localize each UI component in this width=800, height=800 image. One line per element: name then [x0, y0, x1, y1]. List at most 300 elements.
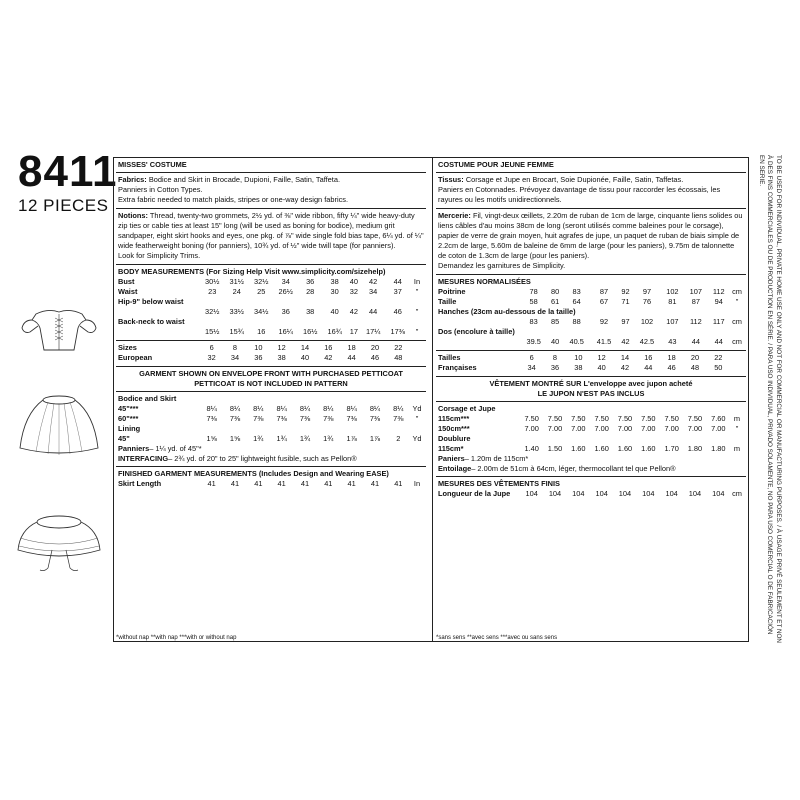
table-cell: 44 — [347, 353, 356, 362]
table-cell: 40 — [349, 277, 359, 286]
notions-block — [116, 208, 426, 264]
table-row — [118, 424, 424, 434]
table-cell: 42 — [324, 353, 333, 362]
table-cell: 7.50 — [617, 414, 633, 423]
table-cell: 1¾ — [276, 434, 287, 443]
table-row — [438, 297, 744, 307]
table-cell: 7.00 — [641, 424, 656, 433]
table-cell: 7⅜ — [346, 414, 357, 423]
table-row — [118, 414, 424, 424]
table-cell: 92 — [599, 317, 609, 326]
unit-cell: " — [735, 424, 739, 433]
table-cell: 16¾ — [327, 327, 342, 336]
table-cell: 24 — [232, 287, 241, 296]
table-cell: 26½ — [278, 287, 293, 296]
row-label: Tailles — [438, 353, 461, 362]
unit-cell: In — [413, 479, 421, 488]
table-cell: 8¼ — [229, 404, 241, 413]
table-cell: 10 — [254, 343, 263, 352]
table-cell: 7.50 — [664, 414, 679, 423]
table-cell: 28 — [306, 287, 315, 296]
vetement-title-line-1: VÊTEMENT MONTRÉ SUR L'enveloppe avec jupon acheté — [489, 379, 693, 388]
table-cell: 104 — [548, 489, 562, 498]
table-cell: 16¼ — [278, 327, 293, 336]
table-cell: 71 — [621, 297, 630, 306]
english-column — [116, 158, 426, 641]
tissus-block — [436, 172, 746, 208]
row-label: Bust — [118, 277, 135, 286]
table-cell: 44 — [369, 307, 378, 316]
table-cell: 81 — [668, 297, 677, 306]
row-label: Corsage et Jupe — [438, 404, 496, 413]
table-cell: 83 — [529, 317, 538, 326]
table-cell: 41 — [370, 479, 380, 488]
table-row — [438, 363, 744, 373]
finis-table — [438, 489, 744, 499]
table-cell: 2 — [396, 434, 401, 443]
table-cell: 7.50 — [687, 414, 703, 423]
finished-table — [118, 479, 424, 489]
row-label: 115cm* — [438, 444, 464, 453]
table-cell: 1.60 — [571, 444, 586, 453]
unit-cell: " — [415, 287, 419, 296]
table-cell: 16 — [257, 327, 266, 336]
row-label: Longueur de la Jupe — [438, 489, 511, 498]
table-cell: 42.5 — [639, 337, 655, 346]
bodice-illustration — [14, 306, 104, 356]
table-row — [118, 394, 424, 404]
table-cell: 42 — [369, 277, 378, 286]
vetement-title — [436, 376, 746, 402]
body-measurements-table — [118, 277, 424, 337]
table-cell: 104 — [642, 489, 655, 498]
table-row — [118, 327, 424, 337]
unit-cell: Yd — [412, 404, 422, 413]
table-cell: 104 — [688, 489, 702, 498]
table-row — [118, 287, 424, 297]
row-label: 45"*** — [118, 404, 139, 413]
table-cell: 34½ — [254, 307, 269, 316]
mesures-table — [438, 287, 744, 347]
table-cell: 7⅜ — [229, 414, 241, 423]
table-cell: 42 — [349, 307, 359, 316]
unit-cell: Yd — [412, 434, 422, 443]
table-cell: 1¾ — [299, 434, 311, 443]
table-cell: 34 — [527, 363, 536, 372]
tailles-table — [438, 353, 744, 373]
table-cell: 94 — [714, 297, 723, 306]
unit-cell: cm — [732, 317, 742, 326]
table-cell: 41 — [254, 479, 263, 488]
table-cell: 1¾ — [253, 434, 264, 443]
section-title: MISSES' COSTUME — [118, 160, 187, 169]
unit-cell — [730, 363, 744, 373]
unit-cell: cm — [732, 337, 742, 346]
table-cell: 7.50 — [547, 414, 563, 423]
table-cell: 107 — [689, 287, 702, 296]
table-cell: 102 — [640, 317, 654, 326]
unit-cell — [410, 343, 424, 353]
table-cell: 107 — [666, 317, 679, 326]
garment-title-line-2: PETTICOAT IS NOT INCLUDED IN PATTERN — [194, 379, 348, 388]
table-cell: 40 — [300, 353, 310, 362]
table-cell: 42 — [621, 337, 630, 346]
row-label: Bodice and Skirt — [118, 394, 177, 403]
unit-cell: m — [733, 444, 741, 453]
table-row — [118, 434, 424, 444]
unit-cell — [410, 353, 424, 363]
table-cell: 7⅜ — [253, 414, 264, 423]
table-cell: 38 — [330, 277, 339, 286]
panniers-text: – 1¼ yd. of 45"* — [149, 444, 202, 453]
table-cell: 87 — [691, 297, 700, 306]
table-cell: 112 — [689, 317, 702, 326]
row-label: Françaises — [438, 363, 477, 372]
table-cell: 37 — [393, 287, 402, 296]
unit-cell: cm — [732, 287, 742, 296]
table-cell: 7.50 — [571, 414, 586, 423]
table-cell: 61 — [551, 297, 560, 306]
row-label: Waist — [118, 287, 138, 296]
interfacing-text: – 2¾ yd. of 20" to 25" lightweight fusible, such as Pellon® — [168, 454, 357, 463]
paniers-text: – 1.20m de 115cm* — [464, 454, 529, 463]
table-cell: 97 — [621, 317, 630, 326]
table-cell: 7.50 — [594, 414, 609, 423]
row-label: Skirt Length — [118, 479, 162, 488]
table-row — [438, 444, 744, 454]
table-cell: 7.50 — [641, 414, 656, 423]
table-cell: 15½ — [205, 327, 220, 336]
table-cell: 8¼ — [346, 404, 357, 413]
table-cell: 85 — [551, 317, 560, 326]
table-cell: 32½ — [254, 277, 269, 286]
table-cell: 1.80 — [687, 444, 703, 453]
table-row — [438, 434, 744, 444]
table-cell: 78 — [529, 287, 538, 296]
table-cell: 92 — [621, 287, 630, 296]
mesures-title: MESURES NORMALISÉES — [438, 277, 531, 286]
tissus-text-2: Paniers en Cotonnades. Prévoyez davantage de tissu pour raccorder les écossais, les rayures ou les motifs unidirectionnels. — [438, 185, 721, 204]
row-label: Back-neck to waist — [118, 317, 185, 326]
notions-text-2: Look for Simplicity Trims. — [118, 251, 201, 260]
table-cell: 1.60 — [617, 444, 633, 453]
table-cell: 16 — [644, 353, 653, 362]
table-cell: 46 — [667, 363, 676, 372]
table-cell: 1¾ — [323, 434, 334, 443]
mercerie-label: Mercerie: — [438, 211, 471, 220]
table-row — [438, 489, 744, 499]
row-label — [118, 307, 200, 317]
table-cell: 1⅝ — [206, 434, 217, 443]
table-cell: 104 — [572, 489, 585, 498]
row-label: Taille — [438, 297, 457, 306]
table-cell: 41 — [207, 479, 216, 488]
table-cell: 43 — [668, 337, 677, 346]
table-cell: 38 — [277, 353, 286, 362]
row-label: 45" — [118, 434, 130, 443]
table-cell: 117 — [712, 317, 725, 326]
row-label: Poitrine — [438, 287, 466, 296]
table-cell: 7⅜ — [299, 414, 311, 423]
table-cell: 22 — [714, 353, 723, 362]
section-title: COSTUME POUR JEUNE FEMME — [438, 160, 554, 169]
finished-block — [116, 466, 426, 492]
table-row — [118, 353, 424, 363]
table-cell: 36 — [550, 363, 560, 372]
fabrics-text: Bodice and Skirt in Brocade, Dupioni, Faille, Satin, Taffeta. — [148, 175, 340, 184]
unit-cell: In — [413, 277, 421, 286]
table-cell: 46 — [370, 353, 380, 362]
table-cell: 7.60 — [711, 414, 726, 423]
table-row — [438, 337, 744, 347]
tissus-text: Corsage et Jupe en Brocart, Soie Dupionée, Faille, Satin, Taffetas. — [465, 175, 684, 184]
table-cell: 16 — [324, 343, 333, 352]
table-cell: 102 — [666, 287, 679, 296]
fabrics-label: Fabrics: — [118, 175, 147, 184]
table-cell: 41 — [230, 479, 240, 488]
table-cell: 7.00 — [664, 424, 679, 433]
table-cell: 44 — [393, 277, 402, 286]
fabrics-text-3: Extra fabric needed to match plaids, stripes or one-way design fabrics. — [118, 195, 349, 204]
table-cell: 38 — [306, 307, 315, 316]
panniers-label: Panniers — [118, 444, 150, 453]
table-cell: 7.00 — [524, 424, 539, 433]
table-cell: 7⅜ — [369, 414, 381, 423]
finished-title: FINISHED GARMENT MEASUREMENTS (Includes Design and Wearing EASE) — [118, 469, 389, 478]
table-cell: 33½ — [229, 307, 244, 316]
table-cell: 1.50 — [547, 444, 563, 453]
table-cell: 40 — [597, 363, 606, 372]
unit-cell: cm — [732, 489, 742, 498]
mercerie-block — [436, 208, 746, 274]
table-cell: 67 — [599, 297, 609, 306]
table-cell: 8¼ — [369, 404, 381, 413]
table-cell: 34 — [230, 353, 240, 362]
table-cell: 15¾ — [229, 327, 244, 336]
table-cell: 40.5 — [569, 337, 584, 346]
table-cell: 16½ — [302, 327, 318, 336]
table-cell: 8 — [232, 343, 238, 352]
unit-cell: " — [415, 327, 419, 336]
table-cell: 6 — [209, 343, 214, 352]
column-divider — [432, 158, 433, 641]
unit-cell: m — [733, 414, 741, 423]
table-cell: 83 — [572, 287, 581, 296]
table-cell: 30 — [330, 287, 339, 296]
table-cell: 34 — [281, 277, 290, 286]
side-disclaimer-text: TO BE USED FOR INDIVIDUAL, PRIVATE HOME USE ONLY AND NOT FOR COMMERCIAL OR MANUFACTURING PURPOSES. / À USAGE PRIVÉ SEULEMENT ET NON À DES FINS COMMERCIALES OU DE PRODUCTION EN SÉRIE. / PARA USO INDIVIDUAL, PRIVADO SOLAMENTE, NO PARA USO COMERCIAL O DE FABRICACIÓN EN SERIE. — [758, 155, 782, 643]
table-cell: 7⅜ — [393, 414, 404, 423]
table-cell: 25 — [257, 287, 266, 296]
table-cell: 48 — [690, 363, 700, 372]
pattern-number: 8411 — [18, 147, 118, 196]
table-cell: 38 — [574, 363, 583, 372]
table-cell: 32½ — [205, 307, 220, 316]
vetement-title-line-2: LE JUPON N'EST PAS INCLUS — [537, 389, 645, 398]
row-label: 115cm*** — [438, 414, 470, 423]
row-label — [118, 327, 200, 337]
table-cell: 104 — [618, 489, 632, 498]
row-label: Doublure — [438, 434, 471, 443]
entoilage-text: – 2.00m de 51cm à 64cm, léger, thermocollant tel que Pellon® — [471, 464, 676, 473]
table-cell: 17⅜ — [390, 327, 405, 336]
table-cell: 7.00 — [571, 424, 586, 433]
table-cell: 32 — [349, 287, 359, 296]
table-cell: 44 — [691, 337, 700, 346]
table-row — [118, 317, 424, 327]
table-cell: 20 — [370, 343, 380, 352]
unit-cell: " — [415, 307, 419, 316]
table-cell: 39.5 — [526, 337, 541, 346]
skirt-illustration — [14, 390, 104, 460]
tailles-block — [436, 350, 746, 376]
notions-text: Thread, twenty-two grommets, 2½ yd. of ⅜" wide ribbon, fifty ¼" wide heavy-duty zip ties or cable ties at least 15" long (will be used as boning for bodice), medium grit sandpaper, eight skirt hooks and eyes, one pkg. of ⅞" wide single fold bias tape, 6¼ yd. of ¼" wide featherweight boning (for panniers), 10¾ yd. of ½" wide twill tape (for panniers). — [118, 211, 424, 250]
table-cell: 87 — [599, 287, 609, 296]
table-cell: 8¼ — [276, 404, 287, 413]
table-cell: 1⅞ — [346, 434, 357, 443]
notions-label: Notions: — [118, 211, 148, 220]
table-cell: 1.70 — [664, 444, 679, 453]
table-cell: 44 — [714, 337, 723, 346]
table-cell: 88 — [572, 317, 581, 326]
table-cell: 48 — [394, 353, 403, 362]
table-cell: 17¼ — [365, 327, 381, 336]
table-cell: 8 — [552, 353, 558, 362]
table-cell: 36 — [306, 277, 315, 286]
table-cell: 40 — [551, 337, 560, 346]
table-row — [438, 414, 744, 424]
metrage-block — [436, 402, 746, 476]
table-cell: 7.00 — [687, 424, 703, 433]
table-cell: 41 — [347, 479, 356, 488]
table-row — [438, 353, 744, 363]
yardage-table — [118, 394, 424, 444]
table-cell: 10 — [574, 353, 583, 362]
table-cell: 42 — [620, 363, 630, 372]
table-cell: 1.40 — [524, 444, 539, 453]
table-cell: 36 — [254, 353, 263, 362]
footnote: *without nap **with nap ***with or without nap — [116, 635, 237, 641]
table-row — [118, 404, 424, 414]
table-cell: 104 — [595, 489, 608, 498]
table-cell: 32 — [207, 353, 216, 362]
table-cell: 112 — [712, 287, 725, 296]
table-cell: 8¼ — [299, 404, 311, 413]
yardage-block — [116, 392, 426, 466]
table-cell: 80 — [551, 287, 560, 296]
row-label: Hanches (23cm au-dessous de la taille) — [438, 307, 576, 316]
row-label: Dos (encolure à taille) — [438, 327, 515, 336]
table-cell: 31½ — [229, 277, 244, 286]
table-cell: 7.00 — [594, 424, 609, 433]
table-cell: 41 — [394, 479, 403, 488]
table-cell: 1⅞ — [369, 434, 381, 443]
finis-block — [436, 476, 746, 502]
table-row — [118, 479, 424, 489]
table-cell: 18 — [667, 353, 676, 362]
table-cell: 58 — [529, 297, 538, 306]
pattern-info-sheet — [113, 157, 749, 642]
table-cell: 1.80 — [711, 444, 726, 453]
table-cell: 1.60 — [594, 444, 609, 453]
table-cell: 30½ — [205, 277, 220, 286]
paniers-label: Paniers — [438, 454, 465, 463]
table-row — [438, 327, 744, 337]
row-label — [438, 317, 520, 327]
table-cell: 20 — [690, 353, 700, 362]
table-cell: 14 — [300, 343, 310, 352]
table-cell: 104 — [665, 489, 678, 498]
mesures-block — [436, 274, 746, 350]
table-cell: 8¼ — [206, 404, 217, 413]
table-cell: 40 — [330, 307, 339, 316]
table-row — [438, 404, 744, 414]
metrage-table — [438, 404, 744, 454]
side-disclaimer — [756, 155, 782, 643]
table-cell: 17 — [349, 327, 359, 336]
table-cell: 7⅜ — [276, 414, 287, 423]
table-cell: 6 — [529, 353, 534, 362]
table-row — [438, 307, 744, 317]
table-row — [438, 317, 744, 327]
table-cell: 36 — [281, 307, 290, 316]
table-cell: 7⅜ — [206, 414, 217, 423]
panniers-illustration — [14, 510, 104, 580]
row-label: Sizes — [118, 343, 137, 352]
table-cell: 7⅜ — [323, 414, 334, 423]
table-row — [118, 343, 424, 353]
table-row — [438, 424, 744, 434]
row-label: European — [118, 353, 153, 362]
garment-title — [116, 366, 426, 392]
table-cell: 14 — [620, 353, 630, 362]
unit-cell: " — [735, 297, 739, 306]
table-cell: 34 — [369, 287, 378, 296]
table-cell: 12 — [277, 343, 286, 352]
body-measurements-title: BODY MEASUREMENTS (For Sizing Help Visit www.simplicity.com/sizehelp) — [118, 267, 386, 276]
sizes-block — [116, 340, 426, 366]
table-cell: 7.50 — [524, 414, 539, 423]
finis-title: MESURES DES VÊTEMENTS FINIS — [438, 479, 560, 488]
table-cell: 41 — [277, 479, 286, 488]
interfacing-label: INTERFACING — [118, 454, 169, 463]
pieces-count: 12 PIECES — [18, 196, 109, 215]
row-label: 150cm*** — [438, 424, 470, 433]
table-row — [438, 287, 744, 297]
table-row — [118, 307, 424, 317]
table-cell: 104 — [525, 489, 538, 498]
entoilage-label: Entoilage — [438, 464, 472, 473]
garment-title-line-1: GARMENT SHOWN ON ENVELOPE FRONT WITH PURCHASED PETTICOAT — [139, 369, 403, 378]
table-cell: 7.00 — [547, 424, 563, 433]
footnote: *sans sens **avec sens ***avec ou sans sens — [436, 635, 558, 641]
unit-cell: " — [415, 414, 419, 423]
mercerie-text: Fil, vingt-deux œillets, 2.20m de ruban de 1cm de large, cinquante liens solides ou liens câbles d'au moins 38cm de long (seront utilisés comme baleines pour le corsage), papier de verre de grain moyen, huit agrafes de jupe, un paquet de ruban de biais simple de 2.2cm de large, 5.60m de baleine de 6mm de large (pour les paniers), 9.75m de talonnette de coton de 1.3cm de large (pour les paniers). — [438, 211, 743, 260]
table-row — [118, 277, 424, 287]
table-cell: 8¼ — [393, 404, 404, 413]
table-cell: 7.00 — [711, 424, 726, 433]
table-cell: 46 — [393, 307, 402, 316]
table-cell: 22 — [394, 343, 403, 352]
table-cell: 41 — [300, 479, 310, 488]
table-cell: 104 — [712, 489, 725, 498]
french-column — [436, 158, 746, 641]
mercerie-text-2: Demandez les garnitures de Simplicity. — [438, 261, 566, 270]
table-cell: 44 — [644, 363, 653, 372]
table-cell: 7.00 — [617, 424, 633, 433]
table-cell: 23 — [208, 287, 217, 296]
tissus-label: Tissus: — [438, 175, 464, 184]
